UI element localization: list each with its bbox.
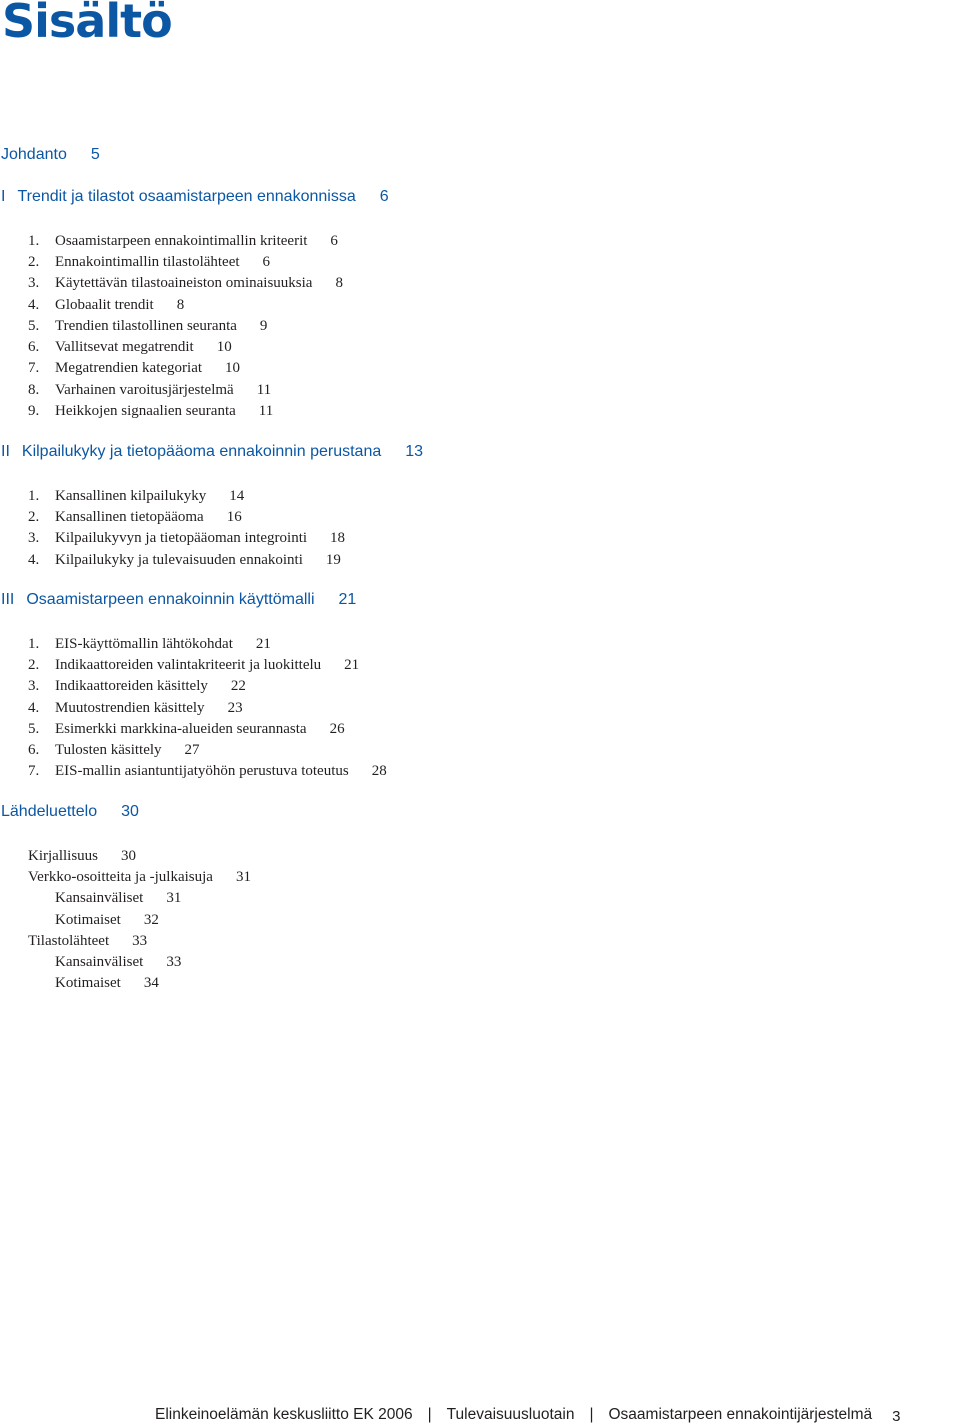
toc-entry-title: Vallitsevat megatrendit <box>55 339 194 356</box>
toc-entry-page: 9 <box>259 317 268 334</box>
toc-entry-title: EIS-mallin asiantuntijatyöhön perustuva toteutus <box>55 763 349 780</box>
toc-section-page: 5 <box>90 146 100 163</box>
toc-entry-number: 4. <box>28 551 40 568</box>
toc-section-page: 6 <box>379 188 389 205</box>
toc-entry-number: 6. <box>28 339 40 356</box>
toc-entry <box>28 742 200 759</box>
toc-section-number: III <box>1 591 15 608</box>
toc-entry <box>28 275 343 292</box>
toc-entry-title: Indikaattoreiden valintakriteerit ja luokittelu <box>55 656 322 673</box>
footer-series: Tulevaisuusluotain <box>446 1406 575 1423</box>
toc-entry-page: 23 <box>227 699 243 716</box>
toc-entry-page: 8 <box>335 275 343 292</box>
toc-entry-page: 26 <box>329 720 345 737</box>
toc-section-title: Trendit ja tilastot osaamistarpeen ennakonnissa <box>17 188 356 205</box>
toc-entry-title: Heikkojen signaalien seuranta <box>55 403 236 419</box>
toc-entry-number: 7. <box>28 360 40 377</box>
toc-entry-number: 1. <box>28 232 40 249</box>
toc-entry <box>28 700 243 717</box>
toc-entry-page: 27 <box>184 742 200 759</box>
toc-entry-title: Kotimaiset <box>55 911 121 928</box>
toc-entry-title: Megatrendien kategoriat <box>55 360 203 377</box>
footer-page-number: 3 <box>892 1408 901 1425</box>
toc-entry <box>28 509 242 526</box>
toc-entry-title: EIS-käyttömallin lähtökohdat <box>55 635 233 652</box>
footer-separator: | <box>589 1406 594 1423</box>
toc-entry-title: Esimerkki markkina-alueiden seurannasta <box>55 720 307 737</box>
toc-entry-page: 11 <box>258 403 274 419</box>
toc-entry-number: 4. <box>28 699 40 716</box>
toc-entry-page: 6 <box>262 253 271 270</box>
toc-entry-number: 3. <box>28 678 40 695</box>
toc-entry <box>28 933 147 950</box>
toc-entry-title: Kilpailukyky ja tulevaisuuden ennakointi <box>55 551 303 568</box>
toc-entry-page: 34 <box>143 975 159 992</box>
toc-entry-title: Muutostrendien käsittely <box>55 699 205 716</box>
toc-entry <box>55 954 181 971</box>
toc-entry-title: Ennakointimallin tilastolähteet <box>55 253 240 270</box>
toc-entry-number: 6. <box>28 742 40 759</box>
toc-entry-number: 9. <box>28 403 40 419</box>
toc-section-title: Kilpailukyky ja tietopääoma ennakoinnin perustana <box>21 443 382 460</box>
toc-entry-page: 30 <box>121 847 136 864</box>
toc-section-page: 30 <box>121 803 139 820</box>
toc-entry-number: 2. <box>28 253 40 270</box>
toc-entry <box>28 233 338 250</box>
toc-section-number: II <box>1 443 10 460</box>
footer-publication: Osaamistarpeen ennakointijärjestelmä <box>608 1406 873 1423</box>
toc-entry <box>28 297 184 314</box>
toc-entry-number: 2. <box>28 656 40 673</box>
toc-entry-title: Osaamistarpeen ennakointimallin kriteerit <box>55 232 308 249</box>
toc-entry <box>28 636 271 653</box>
toc-section-page: 13 <box>405 443 424 460</box>
toc-entry-number: 4. <box>28 296 40 313</box>
toc-entry-title: Trendien tilastollinen seuranta <box>55 317 237 334</box>
toc-entry <box>28 318 267 335</box>
toc-entry <box>28 530 345 547</box>
toc-entry-page: 14 <box>229 487 245 504</box>
toc-entry-page: 10 <box>216 339 232 356</box>
toc-section-title: Lähdeluettelo <box>1 803 98 820</box>
toc-entry-page: 31 <box>235 868 251 885</box>
toc-entry-page: 6 <box>330 232 338 249</box>
toc-entry-page: 33 <box>166 954 182 971</box>
toc-entry-title: Kilpailukyvyn ja tietopääoman integrointi <box>55 530 308 547</box>
toc-entry-title: Kansallinen tietopääoma <box>55 508 204 525</box>
toc-entry-title: Kansainväliset <box>55 890 144 907</box>
toc-entry <box>28 254 270 271</box>
toc-section-heading <box>1 443 423 461</box>
toc-entry-number: 8. <box>28 381 40 398</box>
toc-entry-number: 7. <box>28 763 40 780</box>
toc-entry-number: 1. <box>28 635 40 652</box>
toc-entry-title: Kirjallisuus <box>28 847 98 864</box>
toc-entry <box>28 382 271 399</box>
toc-entry-page: 16 <box>226 508 242 525</box>
toc-entry-page: 21 <box>255 635 271 652</box>
page-footer <box>155 1406 900 1424</box>
toc-entry-number: 5. <box>28 317 40 334</box>
toc-entry-title: Indikaattoreiden käsittely <box>55 678 208 695</box>
toc-entry-title: Kansainväliset <box>55 954 144 971</box>
toc-entry-page: 32 <box>143 911 159 928</box>
toc-entry-number: 3. <box>28 275 40 292</box>
toc-entry-page: 28 <box>371 763 387 780</box>
toc-entry-page: 33 <box>132 932 148 949</box>
toc-entry <box>28 552 341 569</box>
toc-entry-page: 10 <box>225 360 241 377</box>
toc-entry-title: Varhainen varoitusjärjestelmä <box>55 381 234 398</box>
toc-section-number: I <box>1 188 6 205</box>
toc-entry-title: Kansallinen kilpailukyky <box>55 487 207 504</box>
toc-entry-page: 22 <box>230 678 246 695</box>
toc-entry-number: 5. <box>28 720 40 737</box>
toc-entry <box>28 848 136 865</box>
toc-entry-page: 31 <box>166 890 182 907</box>
toc-section-title: Johdanto <box>1 146 67 163</box>
toc-entry <box>55 912 159 929</box>
toc-entry <box>28 360 240 377</box>
toc-entry-title: Globaalit trendit <box>55 296 154 313</box>
toc-entry-page: 21 <box>344 656 360 673</box>
toc-entry-title: Käytettävän tilastoaineiston ominaisuuksia <box>55 275 313 292</box>
toc-entry <box>28 721 345 738</box>
toc-entry-page: 8 <box>176 296 185 313</box>
toc-section-heading <box>1 146 100 164</box>
toc-entry-title: Tulosten käsittely <box>55 742 162 759</box>
page-title: Sisältö <box>2 0 172 48</box>
toc-entry <box>28 488 244 505</box>
toc-entry <box>55 975 159 992</box>
toc-entry-number: 2. <box>28 508 40 525</box>
toc-section-page: 21 <box>338 591 357 608</box>
toc-entry-number: 3. <box>28 530 40 547</box>
toc-entry <box>28 763 387 780</box>
toc-section-heading <box>1 188 389 206</box>
toc-entry-page: 11 <box>256 381 272 398</box>
toc-entry <box>28 657 359 674</box>
toc-entry-page: 19 <box>325 551 341 568</box>
footer-separator: | <box>427 1406 432 1423</box>
footer-publisher: Elinkeinoelämän keskusliitto EK 2006 <box>155 1406 413 1423</box>
toc-entry-number: 1. <box>28 487 40 504</box>
toc-entry <box>28 678 246 695</box>
toc-entry-title: Kotimaiset <box>55 975 121 992</box>
toc-section-heading <box>1 803 139 821</box>
toc-section-heading <box>1 591 356 609</box>
toc-section-title: Osaamistarpeen ennakoinnin käyttömalli <box>26 591 315 608</box>
toc-entry <box>55 890 181 907</box>
toc-entry-title: Tilastolähteet <box>28 932 110 949</box>
toc-entry-page: 18 <box>330 530 346 547</box>
toc-entry <box>28 869 251 886</box>
toc-entry <box>28 339 232 356</box>
toc-entry-title: Verkko-osoitteita ja -julkaisuja <box>28 868 213 885</box>
toc-entry <box>28 403 273 420</box>
